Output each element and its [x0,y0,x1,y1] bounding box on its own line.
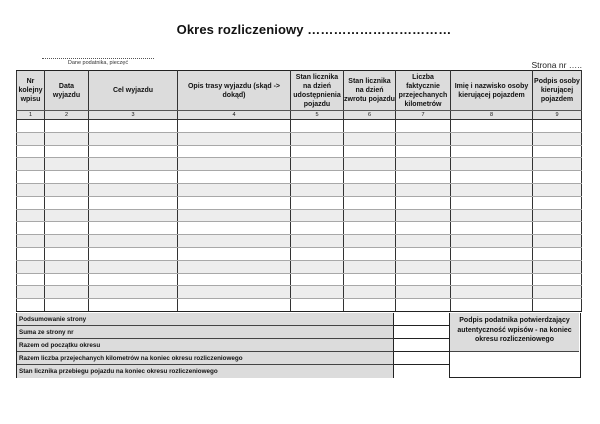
table-cell[interactable] [451,132,533,145]
table-cell[interactable] [89,145,178,158]
table-cell[interactable] [344,145,396,158]
table-cell[interactable] [17,171,45,184]
table-cell[interactable] [178,235,291,248]
table-cell[interactable] [17,222,45,235]
table-cell[interactable] [344,209,396,222]
table-cell[interactable] [291,145,344,158]
table-cell[interactable] [533,222,582,235]
table-row [17,132,582,145]
summary-value-total-km[interactable] [394,352,450,365]
table-cell[interactable] [45,222,89,235]
table-cell[interactable] [178,222,291,235]
column-number: 6 [344,111,396,120]
table-cell[interactable] [451,183,533,196]
table-cell[interactable] [451,158,533,171]
table-cell[interactable] [344,222,396,235]
table-row [17,171,582,184]
summary-label-total-km: Razem liczba przejechanych kilometrów na koniec okresu rozliczeniowego [17,352,394,365]
table-cell[interactable] [533,247,582,260]
table-cell[interactable] [45,209,89,222]
table-cell[interactable] [89,158,178,171]
table-cell[interactable] [451,222,533,235]
table-cell[interactable] [344,260,396,273]
table-cell[interactable] [291,120,344,133]
table-cell[interactable] [178,183,291,196]
table-cell[interactable] [344,286,396,299]
table-row [17,260,582,273]
summary-value-page-total[interactable] [394,313,450,326]
table-cell[interactable] [396,183,451,196]
table-cell[interactable] [89,132,178,145]
table-cell[interactable] [45,120,89,133]
table-cell[interactable] [89,235,178,248]
table-row [17,158,582,171]
table-cell[interactable] [344,235,396,248]
table-cell[interactable] [291,260,344,273]
table-cell[interactable] [291,273,344,286]
table-cell[interactable] [451,273,533,286]
company-stamp-line[interactable] [42,52,154,59]
table-cell[interactable] [17,273,45,286]
table-cell[interactable] [45,273,89,286]
table-cell[interactable] [291,222,344,235]
table-cell[interactable] [89,247,178,260]
table-cell[interactable] [89,171,178,184]
table-cell[interactable] [17,299,45,312]
summary-label-final-odometer: Stan licznika przebiegu pojazdu na koniec okresu rozliczeniowego [17,365,394,378]
column-number: 9 [533,111,582,120]
table-cell[interactable] [396,120,451,133]
table-cell[interactable] [396,145,451,158]
column-number: 5 [291,111,344,120]
table-cell[interactable] [45,132,89,145]
table-cell[interactable] [396,299,451,312]
table-row [17,120,582,133]
table-cell[interactable] [396,235,451,248]
table-cell[interactable] [178,158,291,171]
column-header-driver-signature: Podpis osoby kierującej pojazdem [533,71,582,111]
table-cell[interactable] [291,171,344,184]
table-cell[interactable] [451,260,533,273]
table-cell[interactable] [344,171,396,184]
column-number: 2 [45,111,89,120]
taxpayer-signature-label: Podpis podatnika potwierdzający autentyczność wpisów - na koniec okresu rozliczeniowego [450,313,579,352]
column-header-entry-no: Nr kolejny wpisu [17,71,45,111]
summary-label-page-total: Podsumowanie strony [17,313,394,326]
table-row [17,273,582,286]
page-number-field[interactable]: Strona nr ….. [531,60,582,70]
table-row [17,145,582,158]
table-cell[interactable] [45,145,89,158]
table-cell[interactable] [17,132,45,145]
table-cell[interactable] [451,299,533,312]
table-cell[interactable] [451,235,533,248]
table-cell[interactable] [396,196,451,209]
column-header-odometer-start: Stan licznika na dzień udostępnienia pojazdu [291,71,344,111]
company-stamp-label: Dane podatnika, pieczęć [67,60,129,66]
taxpayer-signature-field[interactable] [450,352,579,376]
table-cell[interactable] [533,286,582,299]
table-cell[interactable] [89,222,178,235]
table-cell[interactable] [533,132,582,145]
table-cell[interactable] [178,260,291,273]
table-cell[interactable] [89,260,178,273]
table-row [17,286,582,299]
table-cell[interactable] [291,235,344,248]
table-row [17,235,582,248]
table-cell[interactable] [45,286,89,299]
column-header-date: Data wyjazdu [45,71,89,111]
table-cell[interactable] [291,286,344,299]
table-cell[interactable] [89,209,178,222]
table-cell[interactable] [451,247,533,260]
table-cell[interactable] [178,286,291,299]
table-cell[interactable] [291,196,344,209]
table-cell[interactable] [89,120,178,133]
table-cell[interactable] [178,247,291,260]
table-cell[interactable] [533,273,582,286]
summary-value-period-total[interactable] [394,339,450,352]
table-cell[interactable] [178,132,291,145]
table-cell[interactable] [396,247,451,260]
table-cell[interactable] [45,299,89,312]
table-cell[interactable] [533,171,582,184]
column-header-km-driven: Liczba faktycznie przejechanych kilometrów [396,71,451,111]
table-cell[interactable] [17,196,45,209]
table-cell[interactable] [89,299,178,312]
table-cell[interactable] [17,120,45,133]
table-cell[interactable] [396,222,451,235]
table-cell[interactable] [533,120,582,133]
header-row [17,71,582,111]
table-cell[interactable] [533,299,582,312]
table-cell[interactable] [451,286,533,299]
table-cell[interactable] [178,171,291,184]
table-cell[interactable] [344,196,396,209]
table-cell[interactable] [45,158,89,171]
column-header-odometer-end: Stan licznika na dzień zwrotu pojazdu [344,71,396,111]
table-cell[interactable] [451,209,533,222]
column-header-route: Opis trasy wyjazdu (skąd -> dokąd) [178,71,291,111]
table-cell[interactable] [17,286,45,299]
table-cell[interactable] [17,209,45,222]
table-cell[interactable] [291,132,344,145]
table-cell[interactable] [291,299,344,312]
table-cell[interactable] [17,247,45,260]
table-cell[interactable] [344,299,396,312]
table-row [17,183,582,196]
column-number: 3 [89,111,178,120]
table-cell[interactable] [344,132,396,145]
table-cell[interactable] [89,286,178,299]
table-cell[interactable] [344,273,396,286]
table-cell[interactable] [396,171,451,184]
table-cell[interactable] [45,196,89,209]
table-cell[interactable] [396,158,451,171]
table-cell[interactable] [533,196,582,209]
column-number-row [17,111,582,120]
table-cell[interactable] [45,183,89,196]
table-cell[interactable] [291,209,344,222]
table-cell[interactable] [396,273,451,286]
summary-section [16,313,581,378]
column-number: 4 [178,111,291,120]
table-row [17,222,582,235]
table-cell[interactable] [178,120,291,133]
table-cell[interactable] [533,158,582,171]
table-cell[interactable] [291,247,344,260]
table-cell[interactable] [89,273,178,286]
table-cell[interactable] [89,183,178,196]
table-cell[interactable] [533,260,582,273]
table-cell[interactable] [344,158,396,171]
summary-value-carried-sum[interactable] [394,326,450,339]
table-cell[interactable] [451,196,533,209]
table-cell[interactable] [178,299,291,312]
table-cell[interactable] [396,286,451,299]
mileage-log-table [16,70,582,312]
table-cell[interactable] [533,145,582,158]
table-cell[interactable] [451,120,533,133]
table-cell[interactable] [17,145,45,158]
column-number: 1 [17,111,45,120]
table-cell[interactable] [344,247,396,260]
table-cell[interactable] [178,273,291,286]
table-cell[interactable] [178,145,291,158]
log-entries [17,120,582,312]
column-number: 7 [396,111,451,120]
table-cell[interactable] [45,247,89,260]
table-cell[interactable] [17,183,45,196]
summary-value-final-odometer[interactable] [394,365,450,378]
table-cell[interactable] [17,260,45,273]
table-cell[interactable] [451,171,533,184]
table-cell[interactable] [45,260,89,273]
table-cell[interactable] [291,158,344,171]
page-title: Okres rozliczeniowy …………………………… [176,22,452,37]
table-cell[interactable] [178,196,291,209]
table-cell[interactable] [17,158,45,171]
column-number: 8 [451,111,533,120]
table-cell[interactable] [533,183,582,196]
column-header-purpose: Cel wyjazdu [89,71,178,111]
table-cell[interactable] [451,145,533,158]
table-cell[interactable] [17,235,45,248]
summary-label-period-total: Razem od początku okresu [17,339,394,352]
table-row [17,299,582,312]
table-cell[interactable] [344,120,396,133]
summary-label-carried-sum: Suma ze strony nr [17,326,394,339]
table-row [17,196,582,209]
table-cell[interactable] [178,209,291,222]
table-cell[interactable] [533,235,582,248]
table-cell[interactable] [291,183,344,196]
table-cell[interactable] [45,171,89,184]
table-cell[interactable] [396,132,451,145]
column-header-driver-name: Imię i nazwisko osoby kierującej pojazdem [451,71,533,111]
table-row [17,247,582,260]
table-cell[interactable] [533,209,582,222]
table-cell[interactable] [89,196,178,209]
table-cell[interactable] [344,183,396,196]
table-cell[interactable] [45,235,89,248]
table-cell[interactable] [396,260,451,273]
table-cell[interactable] [396,209,451,222]
table-row [17,209,582,222]
